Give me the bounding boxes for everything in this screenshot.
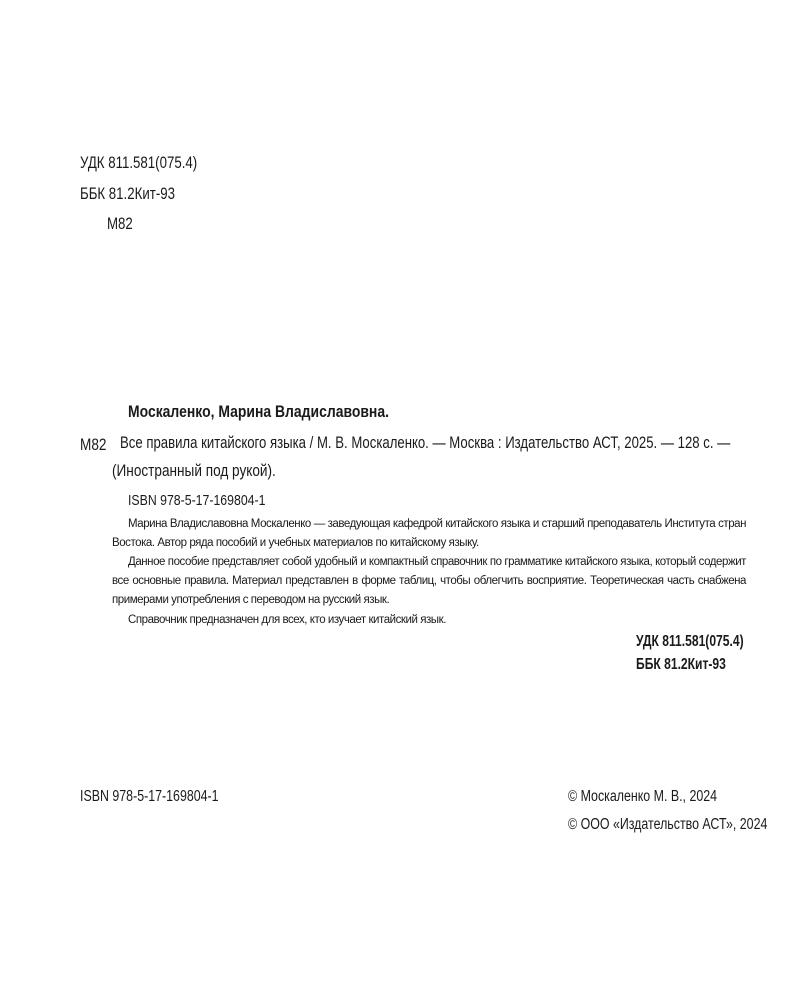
isbn-footer: ISBN 978-5-17-169804-1 <box>80 788 219 805</box>
annotation-paragraph: Справочник предназначен для всех, кто изучает китайский язык. <box>128 614 446 626</box>
bbk-code-top: ББК 81.2Кит-93 <box>80 184 175 203</box>
isbn-card: ISBN 978-5-17-169804-1 <box>128 492 266 509</box>
author-code-top: М82 <box>107 214 133 233</box>
udk-code-right: УДК 811.581(075.4) <box>636 633 744 650</box>
annotation-paragraph: Данное пособие представляет собой удобный и компактный справочник по грамматике китайского языка, который содержит все основные правила. Материал представлен в форме таблиц, чтобы облегчить восприятие. Теоретическая часть снабжена примерами употребления с переводом на русский язык. <box>112 556 746 606</box>
bibliographic-title-line-1: Все правила китайского языка / М. В. Москаленко. — Москва : Издательство АСТ, 2025. — 128 с. — <box>120 433 731 452</box>
udk-code-top: УДК 811.581(075.4) <box>80 153 198 172</box>
copyright-publisher: © ООО «Издательство АСТ», 2024 <box>568 816 768 833</box>
author-code-card: М82 <box>80 435 107 454</box>
annotation-paragraph: Марина Владиславовна Москаленко — заведующая кафедрой китайского языка и старший преподаватель Института стран Востока. Автор ряда пособий и учебных материалов по китайскому языку. <box>112 518 746 549</box>
copyright-author: © Москаленко М. В., 2024 <box>568 788 718 805</box>
bibliographic-title-line-2: (Иностранный под рукой). <box>112 461 276 480</box>
bbk-code-right: ББК 81.2Кит-93 <box>636 656 726 673</box>
author-heading: Москаленко, Марина Владиславовна. <box>128 402 389 421</box>
